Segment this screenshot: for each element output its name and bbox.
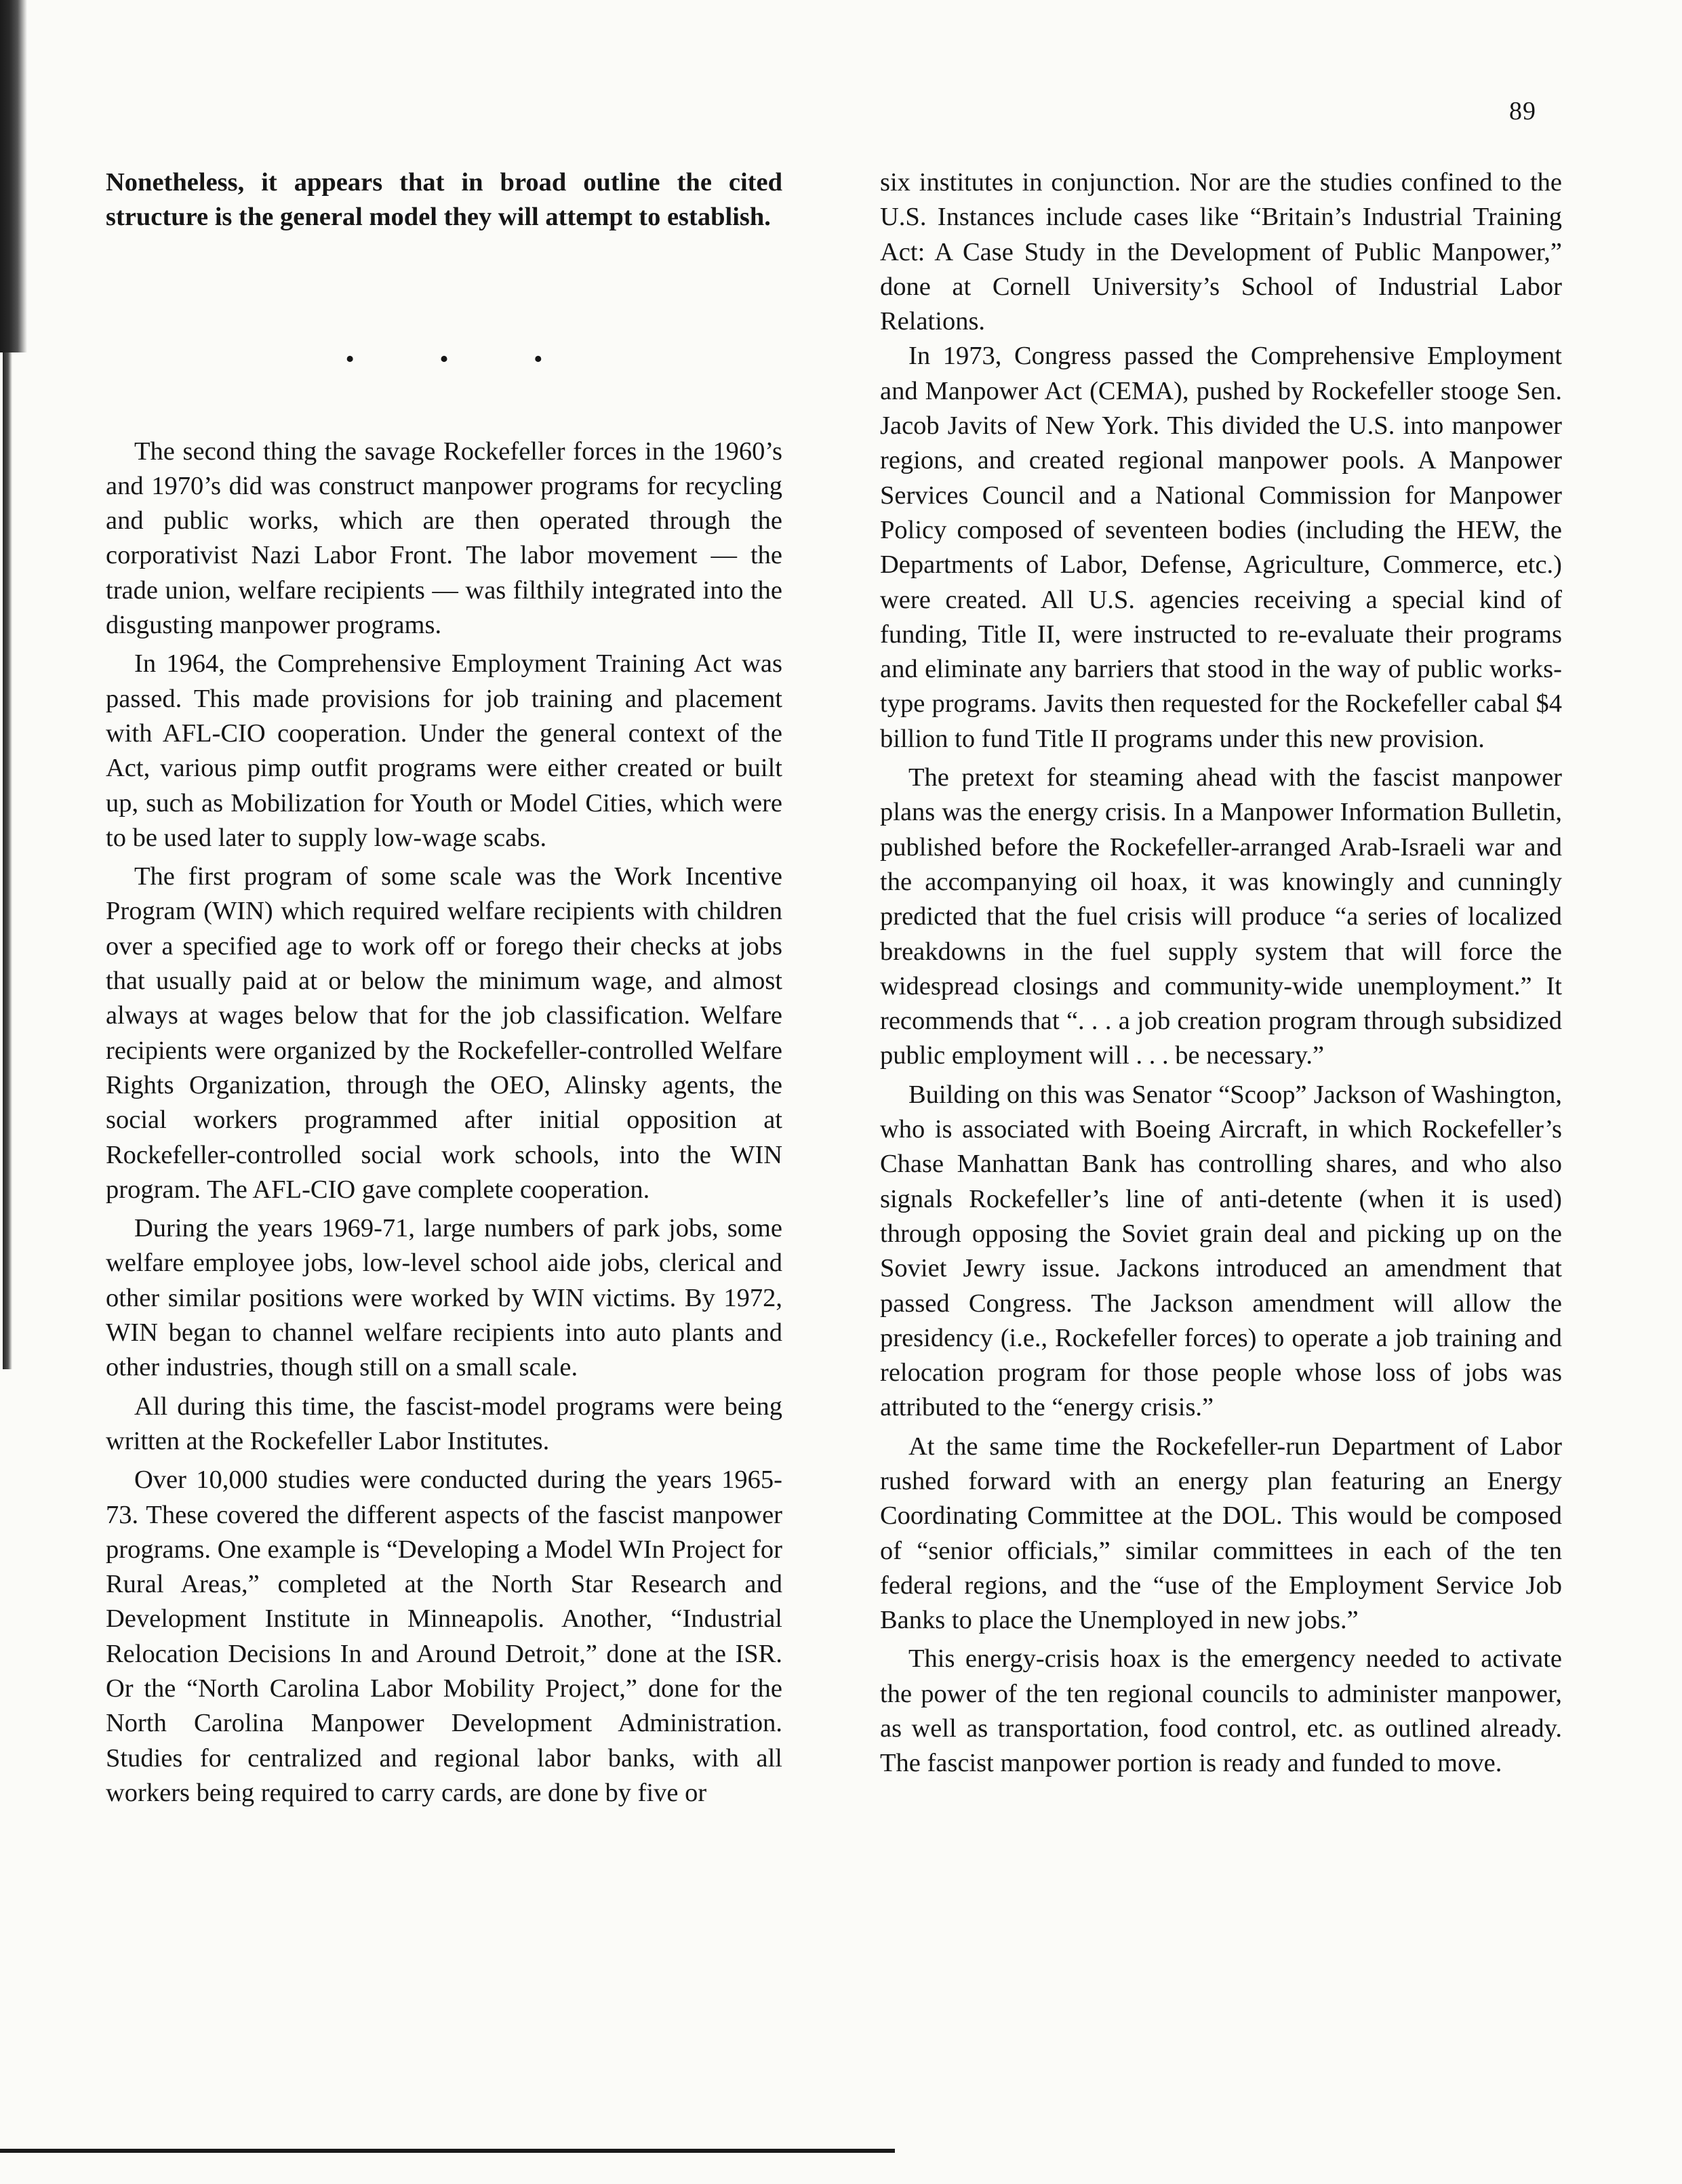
section-spacer — [106, 235, 782, 285]
paragraph: Nonetheless, it appears that in broad outline the cited structure is the general model they will attempt to establish. — [106, 168, 782, 232]
scan-binding-edge-lower — [3, 352, 12, 1369]
paragraph: In 1973, Congress passed the Comprehensive Employment and Manpower Act (CEMA), pushed by Rockefeller stooge Sen. Jacob Javits of New York. This divided the U.S. into manpower regions, and created regional manpower pools. A Manpower Services Council and a National Commission for Manpower Policy composed of seventeen bodies (including the HEW, the Departments of Labor, Defense, Agriculture, Commerce, etc.) were created. All U.S. agencies receiving a special kind of funding, Title II, were instructed to re-evaluate their programs and eliminate any barriers that stood in the way of public works-type programs. Javits then requested for the Rockefeller cabal $4 billion to fund Title II programs under this new provision. — [880, 342, 1562, 753]
left-column — [106, 165, 782, 1811]
paragraph: In 1964, the Comprehensive Employment Training Act was passed. This made provisions for job training and placement with AFL-CIO cooperation. Under the general context of the Act, various pimp outfit programs were either created or built up, such as Mobilization for Youth or Model Cities, which were to be used later to supply low-wage scabs. — [106, 649, 782, 852]
scan-binding-edge — [0, 0, 27, 352]
paragraph: Building on this was Senator “Scoop” Jackson of Washington, who is associated with Boeing Aircraft, in which Rockefeller’s Chase Manhattan Bank has controlling shares, and who also signals Rockefeller’s line of anti-detente (when it is used) through opposing the Soviet grain deal and picking up on the Soviet Jewry issue. Jackons introduced an amendment that passed Congress. The Jackson amendment will allow the presidency (i.e., Rockefeller forces) to operate a job training and relocation program for those people whose loss of jobs was attributed to the “energy crisis.” — [880, 1080, 1562, 1422]
paragraph: Over 10,000 studies were conducted during the years 1965-73. These covered the different aspects of the fascist manpower programs. One example is “Developing a Model WIn Project for Rural Areas,” completed at the North Star Research and Development Institute in Minneapolis. Another, “Industrial Relocation Decisions In and Around Detroit,” done at the ISR. Or the “North Carolina Labor Mobility Project,” done for the North Carolina Manpower Development Administration. Studies for centralized and regional labor banks, with all workers being required to carry cards, are done by five or — [106, 1465, 782, 1807]
right-column — [880, 165, 1562, 1781]
section-break-dots: • • • — [345, 344, 582, 373]
page-number: 89 — [1509, 97, 1536, 125]
paragraph: The second thing the savage Rockefeller forces in the 1960’s and 1970’s did was construct manpower programs for recycling and public works, which are then operated through the corporativist Nazi Labor Front. The labor movement — the trade union, welfare recipients — was filthily integrated into the disgusting manpower programs. — [106, 437, 782, 640]
paragraph: This energy-crisis hoax is the emergency needed to activate the power of the ten regional councils to administer manpower, as well as transportation, food control, etc. as outlined already. The fascist manpower portion is ready and funded to move. — [880, 1644, 1562, 1778]
paragraph: At the same time the Rockefeller-run Department of Labor rushed forward with an energy plan featuring an Energy Coordinating Committee at the DOL. This would be composed of “senior officials,” similar committees in each of the ten federal regions, and the “use of the Employment Service Job Banks to place the Unemployed in new jobs.” — [880, 1432, 1562, 1635]
paragraph: six institutes in conjunction. Nor are the studies confined to the U.S. Instances include cases like “Britain’s Industrial Training Act: A Case Study in the Development of Public Manpower,” done at Cornell University’s School of Industrial Labor Relations. — [880, 168, 1562, 336]
paragraph: All during this time, the fascist-model programs were being written at the Rockefeller Labor Institutes. — [106, 1392, 782, 1455]
paragraph: During the years 1969-71, large numbers of park jobs, some welfare employee jobs, low-level school aide jobs, clerical and other similar positions were worked by WIN victims. By 1972, WIN began to channel welfare recipients into auto plants and other industries, though still on a small scale. — [106, 1214, 782, 1382]
paragraph: The first program of some scale was the Work Incentive Program (WIN) which required welfare recipients with children over a specified age to work off or forego their checks at jobs that usually paid at or below the minimum wage, and almost always at wages below that for the job classification. Welfare recipients were organized by the Rockefeller-controlled Welfare Rights Organization, through the OEO, Alinsky agents, the social workers programmed after initial opposition at Rockefeller-controlled social work schools, into the WIN program. The AFL-CIO gave complete cooperation. — [106, 862, 782, 1204]
paragraph: The pretext for steaming ahead with the fascist manpower plans was the energy crisis. In a Manpower Information Bulletin, published before the Rockefeller-arranged Arab-Israeli war and the accompanying oil hoax, it was knowingly and cunningly predicted that the fuel crisis will produce “a series of localized breakdowns in the fuel supply system that will force the widespread closings and community-wide unemployment.” It recommends that “. . . a job creation program through subsidized public employment will . . . be necessary.” — [880, 763, 1562, 1070]
bottom-scan-edge — [0, 2149, 895, 2184]
